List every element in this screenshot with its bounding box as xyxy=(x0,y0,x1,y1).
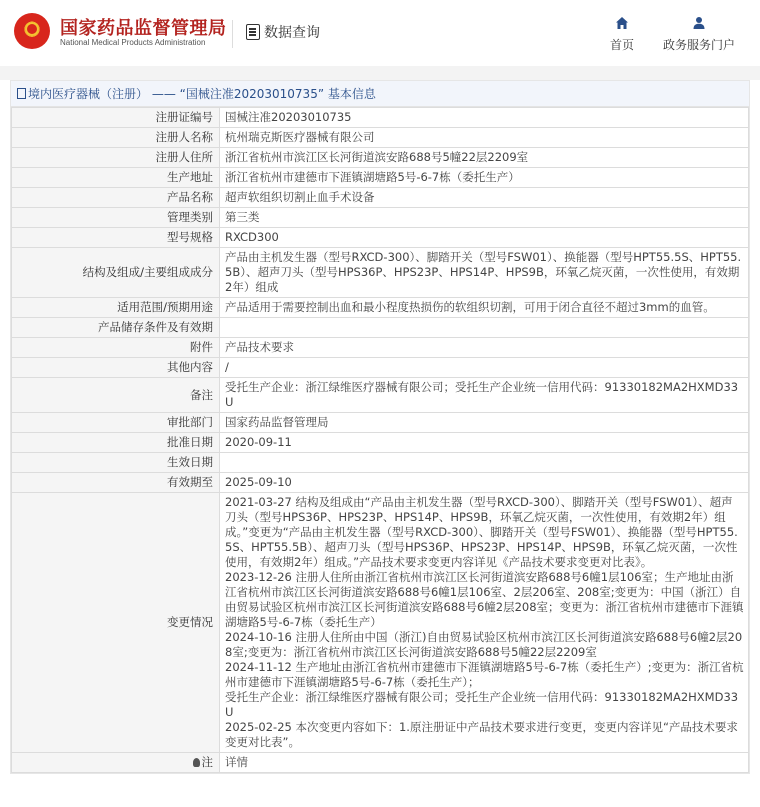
data-query-label: 数据查询 xyxy=(264,25,320,41)
field-value: 受托生产企业：浙江绿维医疗器械有限公司；受托生产企业统一信用代码：91330182MA2HXMD33U xyxy=(220,378,749,413)
table-row xyxy=(12,128,749,148)
table-row xyxy=(12,148,749,168)
field-value: 浙江省杭州市滨江区长河街道滨安路688号5幢22层2209室 xyxy=(220,148,749,168)
field-value xyxy=(220,318,749,338)
field-label: 备注 xyxy=(12,378,220,413)
breadcrumb xyxy=(11,81,749,107)
nav-home-label: 首页 xyxy=(609,38,634,52)
field-value: 产品由主机发生器（型号RXCD-300）、脚踏开关（型号FSW01）、换能器（型号HPT55.5S、HPT55.5B）、超声刀头（型号HPS36P、HPS23P、HPS14P、HPS9B，环氧乙烷灭菌，一次性使用，有效期2年）组成 xyxy=(220,248,749,298)
field-label: 适用范围/预期用途 xyxy=(12,298,220,318)
document-icon xyxy=(17,88,26,99)
user-icon xyxy=(692,16,706,30)
table-row xyxy=(12,358,749,378)
table-row xyxy=(12,453,749,473)
table-row xyxy=(12,168,749,188)
table-row xyxy=(12,208,749,228)
field-value: 国家药品监督管理局 xyxy=(220,413,749,433)
field-value xyxy=(220,453,749,473)
table-row xyxy=(12,433,749,453)
table-row xyxy=(12,228,749,248)
table-row xyxy=(12,338,749,358)
table-row xyxy=(12,108,749,128)
site-title: 国家药品监督管理局 xyxy=(60,18,227,39)
field-label: 生产地址 xyxy=(12,168,220,188)
field-label: 审批部门 xyxy=(12,413,220,433)
field-label: 型号规格 xyxy=(12,228,220,248)
detail-panel xyxy=(10,80,750,774)
table-row xyxy=(12,413,749,433)
table-row xyxy=(12,318,749,338)
field-label: 注册人住所 xyxy=(12,148,220,168)
nav-portal-label: 政务服务门户 xyxy=(662,38,735,52)
field-value: RXCD300 xyxy=(220,228,749,248)
field-label: 变更情况 xyxy=(12,493,220,753)
field-value: 产品适用于需要控制出血和最小程度热损伤的软组织切割，可用于闭合直径不超过3mm的血管。 xyxy=(220,298,749,318)
header-divider xyxy=(232,20,233,48)
home-icon xyxy=(615,16,629,30)
field-label: 产品名称 xyxy=(12,188,220,208)
field-label: 批准日期 xyxy=(12,433,220,453)
document-search-icon xyxy=(246,24,260,40)
field-value: 第三类 xyxy=(220,208,749,228)
field-value: 2020-09-11 xyxy=(220,433,749,453)
info-table xyxy=(11,107,749,773)
site-subtitle: National Medical Products Administration xyxy=(60,38,206,47)
field-label: 附件 xyxy=(12,338,220,358)
field-label: 注册人名称 xyxy=(12,128,220,148)
field-value: 超声软组织切割止血手术设备 xyxy=(220,188,749,208)
table-row xyxy=(12,493,749,753)
note-label: 注 xyxy=(201,755,213,769)
table-row xyxy=(12,298,749,318)
table-row xyxy=(12,473,749,493)
note-row xyxy=(12,753,749,773)
page-gap xyxy=(0,66,760,80)
nav-service-portal[interactable] xyxy=(658,16,740,53)
field-label: 生效日期 xyxy=(12,453,220,473)
note-label-cell xyxy=(12,753,220,773)
field-label: 注册证编号 xyxy=(12,108,220,128)
field-value: 2025-09-10 xyxy=(220,473,749,493)
field-value: 杭州瑞克斯医疗器械有限公司 xyxy=(220,128,749,148)
table-row xyxy=(12,378,749,413)
field-value: 2021-03-27 结构及组成由“产品由主机发生器（型号RXCD-300）、脚踏开关（型号FSW01）、超声刀头（型号HPS36P、HPS23P、HPS14P、HPS9B，环氧乙烷灭菌，一次性使用，有效期2年）组成。”变更为“产品由主机发生器（型号RXCD-300）、脚踏开关（型号FSW01）、换能器（型号HPT55.5S、HPT55.5B）、超声刀头（型号HPS36P、HPS23P、HPS14P、HPS9B，环氧乙烷灭菌，一次性使用，有效期2年）组成。”产品技术要求变更内容详见《产品技术要求变更对比表》。 2023-12-26 注册人住所由浙江省杭州市滨江区长河街道滨安路688号6幢1层106室；生产地址由浙江省杭州市滨江区长河街道滨安路688号6幢1层106室、2层206室、208室;变更为：中国（浙江）自由贸易试验区杭州市滨江区长河街道滨安路688号6幢2层208室；变更为：浙江省杭州市建德市下涯镇湖塘路5号-6-7栋（委托生产） 2024-10-16 注册人住所由中国（浙江)自由贸易试验区杭州市滨江区长河街道滨安路688号6幢2层208室;变更为：浙江省杭州市滨江区长河街道滨安路688号5幢22层2209室 2024-11-12 生产地址由浙江省杭州市建德市下涯镇湖塘路5号-6-7栋（委托生产）;变更为：浙江省杭州市建德市下涯镇湖塘路5号-6-7栋（委托生产）； 受托生产企业：浙江绿维医疗器械有限公司；受托生产企业统一信用代码：91330182MA2HXMD33U 2025-02-25 本次变更内容如下：1.原注册证中产品技术要求进行变更，变更内容详见“产品技术要求变更对比表”。 xyxy=(220,493,749,753)
table-row xyxy=(12,188,749,208)
lightbulb-icon xyxy=(193,758,200,767)
field-value: 国械注准20203010735 xyxy=(220,108,749,128)
data-query-link[interactable] xyxy=(246,22,320,42)
field-label: 结构及组成/主要组成成分 xyxy=(12,248,220,298)
nav-home[interactable] xyxy=(606,16,638,53)
site-header xyxy=(0,0,760,66)
emblem-logo-icon xyxy=(14,13,50,49)
field-label: 管理类别 xyxy=(12,208,220,228)
table-row xyxy=(12,248,749,298)
field-value: 浙江省杭州市建德市下涯镇湖塘路5号-6-7栋（委托生产） xyxy=(220,168,749,188)
details-link[interactable]: 详情 xyxy=(220,753,749,773)
field-value: 产品技术要求 xyxy=(220,338,749,358)
field-value: / xyxy=(220,358,749,378)
field-label: 其他内容 xyxy=(12,358,220,378)
field-label: 产品储存条件及有效期 xyxy=(12,318,220,338)
breadcrumb-text: 境内医疗器械（注册） —— “国械注准20203010735” 基本信息 xyxy=(28,87,376,101)
field-label: 有效期至 xyxy=(12,473,220,493)
